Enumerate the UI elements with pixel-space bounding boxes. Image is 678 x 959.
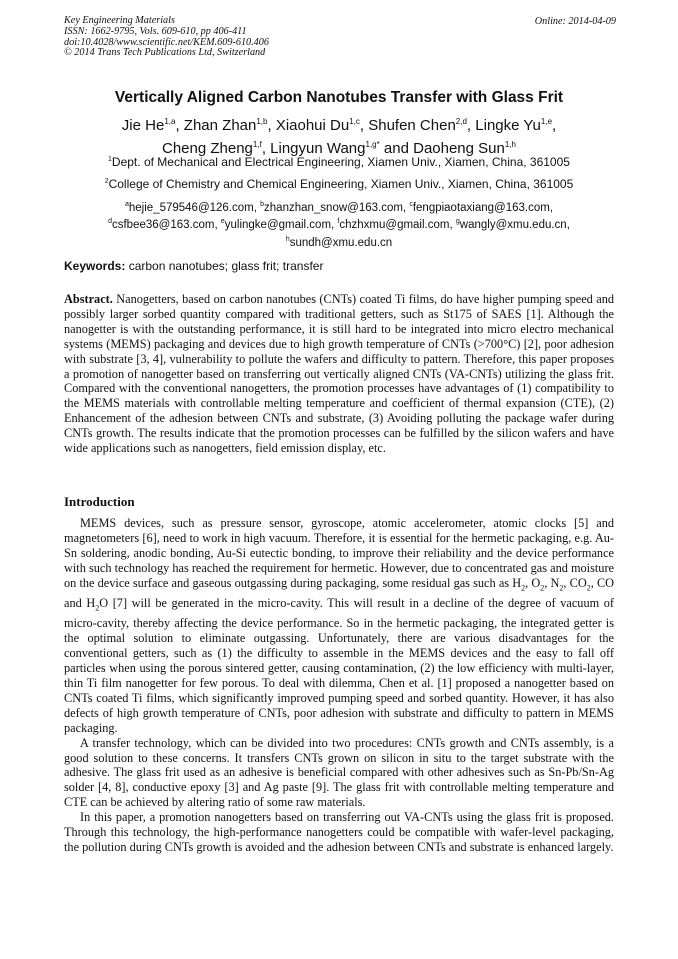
doi-line: doi:10.4028/www.scientific.net/KEM.609-610.406	[64, 36, 269, 48]
author-affil-mark: 2,d	[455, 117, 467, 126]
affiliation-1	[0, 155, 678, 169]
affil-text: Dept. of Mechanical and Electrical Engineering, Xiamen Univ., Xiamen, China, 361005	[111, 155, 570, 169]
author-name: Zhan Zhan	[183, 117, 257, 134]
author-affil-mark: 1,e	[540, 117, 553, 126]
keywords-text: carbon nanotubes; glass frit; transfer	[125, 259, 324, 273]
email-link[interactable]: fengpiaotaxiang@163.com,	[412, 201, 554, 214]
section-heading-introduction: Introduction	[64, 494, 135, 509]
email-link[interactable]: chzhxmu@gmail.com,	[339, 219, 453, 232]
abstract-text: Nanogetters, based on carbon nanotubes (CNTs) coated Ti films, do have higher pumping speed and possibly larger sorbed quantity compared with traditional getters, such as St175 of SAES [1]. Although the nanogetter is with the outstanding performance, it is still hard to be integrated into micro electro mechanical systems (MEMS) packaging and devices due to high growth temperature of CNTs (>700°C) [2], poor adhesion with substrate [3, 4], vulnerability to pollute the wafers and difficulty to pattern. Therefore, this paper proposes a promotion of nanogetter based on transferring out vertically aligned CNTs (VA-CNTs) utilizing the glass frit. Compared with the conventional nanogetters, the promotion processes have advantages of (1) compatibility to the MEMS materials with controllable melting temperature and coefficient of thermal expansion (CTE), (2) Enhancement of the adhesion between CNTs and substrate, (3) Avoiding polluting the package wafer during CNTs growth. The results indicate that the promotion processes can be fulfilled by the silicon wafers and have wide applications such as nanogetters, field emission display, etc.	[64, 292, 614, 456]
abstract-label: Abstract.	[64, 292, 113, 306]
paper-title: Vertically Aligned Carbon Nanotubes Transfer with Glass Frit	[114, 89, 564, 106]
keywords-label: Keywords:	[64, 259, 126, 273]
author-affil-mark: 1,f	[252, 140, 262, 149]
affil-text: College of Chemistry and Chemical Engineering, Xiamen Univ., Xiamen, China, 361005	[108, 177, 574, 191]
intro-text: O [7] will be generated in the micro-cavity. This will result in a decline of the degree of vacuum of micro-cavity, thereby affecting the device performance. So in the hermetic packaging, the integrated getter is the optimal solution to eliminate outgassing. Unfortunately, there are various disadvantages for the conventional getters, such as (1) the difficulty to assemble in the MEMS devices and the easy to fall off particles when using the porous sintered getter, causing contamination, (2) the low efficiency with multi-layer, thin Ti film nanogetter for few porous. To deal with dilemma, Chen et al. [1] proposed a nanogetter based on CNTs coated Ti films, which significantly improved pumping speed and sorbed quantity. However, it has also defects of high growth temperature of CNTs, poor adhesion with substrate and difficulty to pattern in MEMS packaging.	[64, 595, 614, 735]
journal-header	[64, 16, 269, 59]
email-mark: a	[124, 201, 129, 208]
email-mark: c	[409, 201, 413, 208]
issn-line: ISSN: 1662-9795, Vols. 609-610, pp 406-411	[64, 25, 247, 37]
email-list	[0, 198, 678, 250]
affil-number: 1	[108, 156, 112, 163]
subscript: 2	[521, 583, 526, 593]
intro-text: , O	[525, 575, 541, 590]
author-name: Jie He	[121, 117, 165, 134]
intro-paragraph-2: A transfer technology, which can be divided into two procedures: CNTs growth and CNTs assembly, is a good solution to these concerns. It transfers CNTs grown on silicon in situ to the target substrate with the adhesive. The glass frit used as an adhesive is beneficial compared with other adhesives such as Sn-Pb/Sn-Ag solder [4, 8], conductive epoxy [3] and Ag paste [9]. The glass frit with controllable melting temperature and CTE can be achieved by altering ratio of some raw materials.	[64, 735, 614, 810]
subscript: 2	[586, 583, 591, 593]
email-link[interactable]: yulingke@gmail.com,	[224, 219, 335, 232]
affiliation-2	[0, 177, 678, 191]
email-mark: d	[108, 218, 112, 226]
abstract-paragraph	[64, 292, 614, 456]
email-link[interactable]: csfbee36@163.com,	[111, 219, 218, 232]
intro-text: MEMS devices, such as pressure sensor, gyroscope, atomic accelerometer, atomic clocks [5] and magnetometers [6], need to work in high vacuum. Therefore, it is essential for the hermetic packaging, e.g. Au-Sn soldering, anodic bonding, Au-Si eutectic bonding, to improve their reliability and the device performance with such technology has reached the requirement for hermetic. However, due to concentrated gas and moisture on the device surface and gaseous outgassing during packaging, some residual gas such as H	[64, 516, 614, 590]
email-mark: h	[285, 235, 290, 243]
email-mark: g	[455, 218, 460, 226]
online-date: Online: 2014-04-09	[534, 16, 616, 27]
author-affil-mark: 1,c	[349, 117, 360, 126]
author-name: Lingyun Wang	[270, 140, 366, 157]
email-link[interactable]: sundh@xmu.edu.cn	[289, 236, 393, 249]
email-link[interactable]: wangly@xmu.edu.cn,	[459, 219, 570, 232]
subscript: 2	[559, 583, 564, 593]
intro-paragraph-1	[64, 516, 614, 736]
introduction-body	[64, 516, 614, 855]
email-mark: f	[337, 218, 340, 226]
author-name: Lingke Yu	[475, 117, 541, 134]
author-name: Cheng Zheng	[162, 140, 253, 157]
email-mark: b	[260, 201, 265, 208]
author-affil-mark: 1,b	[256, 117, 268, 126]
keywords-line	[64, 259, 323, 273]
author-list: Jie He$^{1,a}$, Zhan Zhan$^{1,b}$, Xiaohui Du$^{1,c}$, Shufen Chen$^{2,d}$, Lingke Yu$^{1,e}$, Cheng Zheng$^{1,f}$, Lingyun Wang$^{1,g*}$ and Daoheng Sun$^{1,h}$	[121, 117, 557, 157]
author-affil-mark: 1,h	[504, 140, 516, 149]
author-name: Xiaohui Du	[275, 117, 350, 134]
author-name: Daoheng Sun	[413, 140, 505, 157]
intro-text: , CO	[563, 575, 587, 590]
email-link[interactable]: hejie_579546@126.com,	[128, 201, 257, 214]
subscript: 2	[540, 583, 545, 593]
author-affil-mark: 1,a	[164, 117, 176, 126]
journal-name: Key Engineering Materials	[64, 15, 175, 26]
email-mark: e	[220, 218, 225, 226]
intro-paragraph-3: In this paper, a promotion nanogetters based on transferring out VA-CNTs using the glass frit is proposed. Through this technology, the high-performance nanogetters could be compatible with wafer-level packaging, the pollution during CNTs growth is avoided and the adhesion between CNTs and substrate is enhanced largely.	[64, 810, 614, 854]
author-name: Shufen Chen	[368, 117, 456, 134]
affil-number: 2	[104, 178, 109, 185]
copyright-line: © 2014 Trans Tech Publications Ltd, Switzerland	[64, 47, 266, 59]
author-affil-mark: 1,g*	[365, 140, 380, 149]
email-link[interactable]: zhanzhan_snow@163.com,	[264, 201, 407, 214]
intro-text: , N	[544, 575, 560, 590]
subscript: 2	[95, 603, 100, 613]
intro-text: , CO and H	[64, 575, 615, 610]
